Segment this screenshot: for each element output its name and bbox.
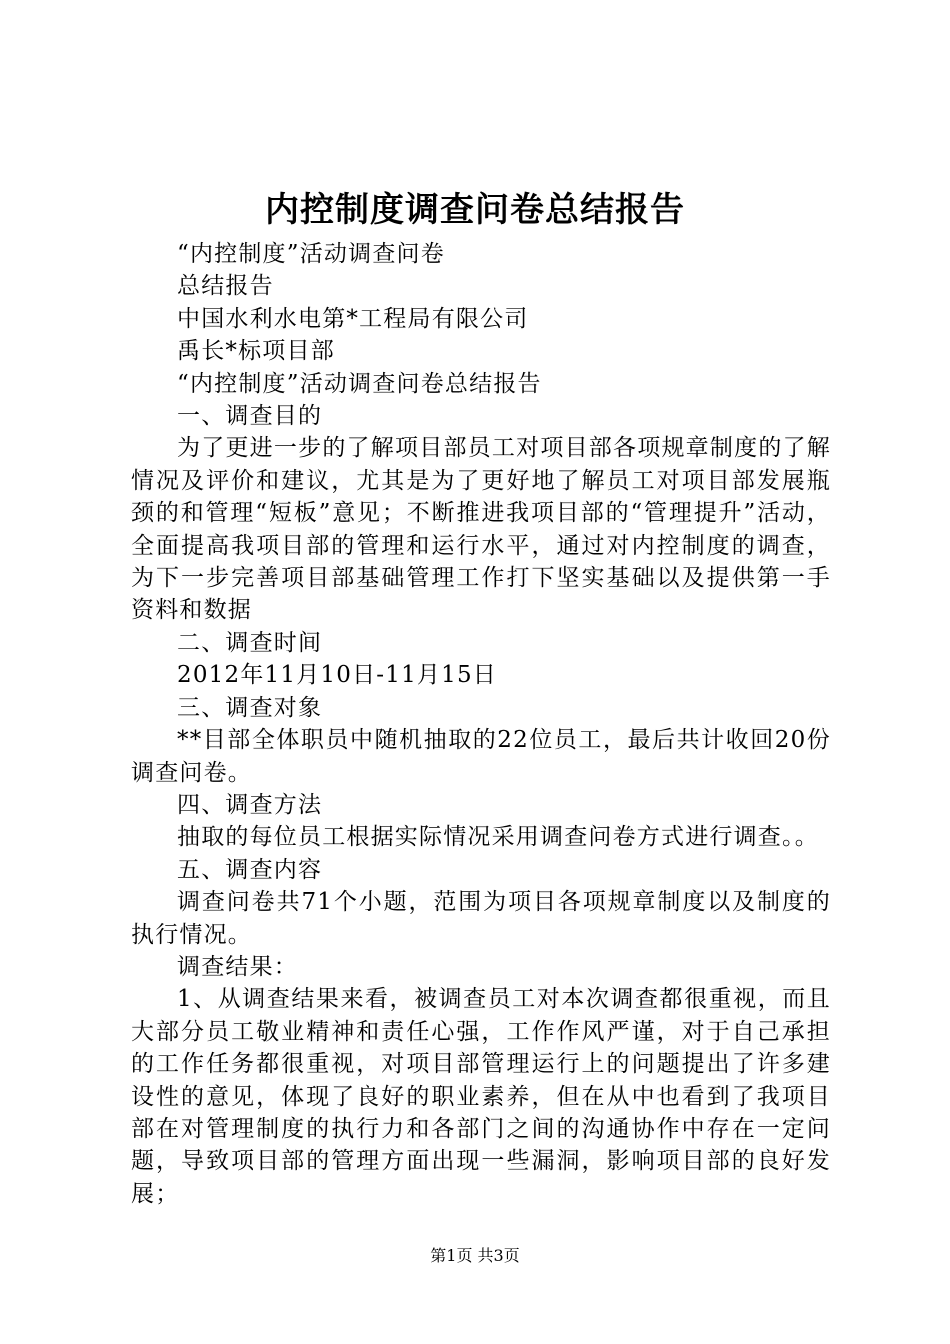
section-heading: 四、调查方法 — [177, 791, 323, 818]
paragraph: 禹长*标项目部 — [177, 338, 335, 365]
paragraph: 调查结果： — [177, 953, 298, 980]
paragraph: 中国水利水电第*工程局有限公司 — [177, 305, 529, 332]
page-footer: 第1页 共3页 — [430, 1246, 520, 1265]
paragraph: “内控制度”活动调查问卷 — [177, 241, 445, 267]
document-body — [131, 238, 831, 1210]
paragraph: 调查问卷共71个小题，范围为项目各项规章制度以及制度的执行情况。 — [131, 889, 831, 948]
section-heading: 五、调查内容 — [177, 856, 323, 883]
section-heading: 二、调查时间 — [177, 629, 323, 656]
section-heading: 三、调查对象 — [177, 694, 323, 721]
paragraph: **目部全体职员中随机抽取的22位员工，最后共计收回20份调查问卷。 — [131, 727, 831, 786]
paragraph: 总结报告 — [177, 273, 274, 300]
section-heading: 一、调查目的 — [177, 403, 323, 430]
document-title: 内控制度调查问卷总结报告 — [265, 190, 685, 230]
paragraph: 2012年11月10日-11月15日 — [177, 662, 497, 689]
paragraph: 抽取的每位员工根据实际情况采用调查问卷方式进行调查。。 — [177, 824, 819, 851]
paragraph: 为了更进一步的了解项目部员工对项目部各项规章制度的了解情况及评价和建议，尤其是为了更好地了解员工对项目部发展瓶颈的和管理“短板”意见；不断推进我项目部的“管理提升”活动，全面提高我项目部的管理和运行水平，通过对内控制度的调查，为下一步完善项目部基础管理工作打下坚实基础以及提供第一手资料和数据 — [131, 435, 831, 624]
paragraph: “内控制度”活动调查问卷总结报告 — [177, 370, 542, 397]
paragraph: 1、从调查结果来看，被调查员工对本次调查都很重视，而且大部分员工敬业精神和责任心强，工作作风严谨，对于自己承担的工作任务都很重视，对项目部管理运行上的问题提出了许多建设性的意见，体现了良好的职业素养，但在从中也看到了我项目部在对管理制度的执行力和各部门之间的沟通协作中存在一定问题，导致项目部的管理方面出现一些漏洞，影响项目部的良好发展； — [131, 986, 831, 1207]
